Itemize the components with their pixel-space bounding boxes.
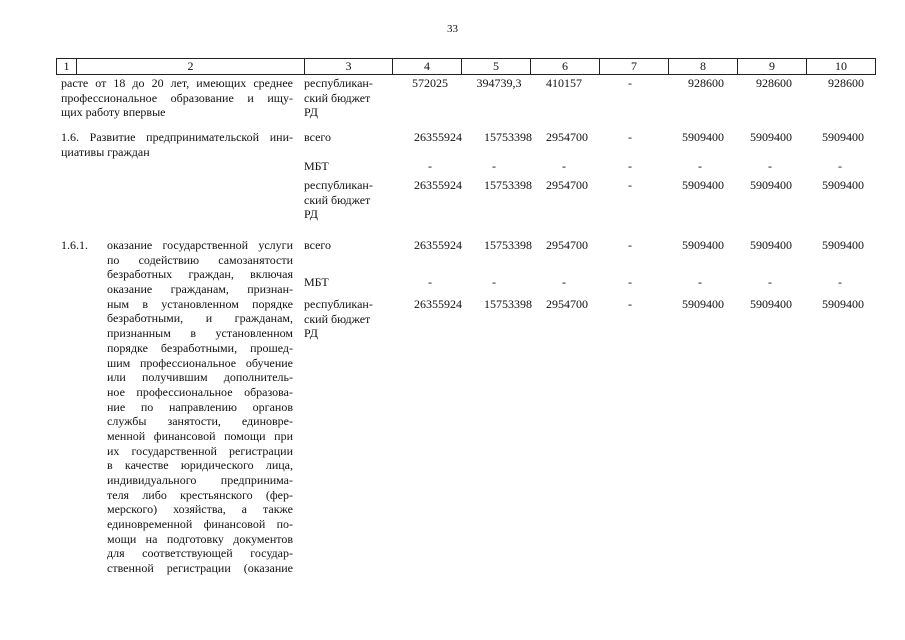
row-label-line: ное профессиональное образова-: [107, 384, 293, 399]
value-cell: 5909400: [822, 238, 864, 252]
value-cell: -: [492, 275, 496, 289]
row-label-line: 1.6. Развитие предпринимательской ини-: [61, 130, 293, 144]
funding-source-line: ский бюджет: [304, 90, 371, 105]
row-label-line: индивидуального предпринима-: [107, 473, 293, 487]
value-cell: -: [628, 178, 632, 192]
value-cell: -: [428, 275, 432, 289]
row-label: [61, 130, 293, 159]
row-label-line: ние по направлению органов: [107, 399, 293, 414]
value-cell: -: [628, 130, 632, 144]
funding-source-line: республикан-: [304, 178, 373, 192]
funding-source: МБТ: [304, 159, 329, 173]
row-label: [61, 76, 293, 120]
funding-source-line: РД: [304, 105, 318, 120]
column-number: 4: [393, 59, 462, 75]
value-cell: 572025: [412, 76, 448, 90]
row-label-line: безработных граждан, включая: [107, 267, 293, 282]
row-label-line: безработными, и гражданам,: [107, 311, 293, 326]
value-cell: 410157: [546, 76, 582, 90]
row-label-line: ным в установленном порядке: [107, 296, 293, 311]
value-cell: -: [838, 275, 842, 289]
value-cell: -: [428, 159, 432, 173]
value-cell: 5909400: [750, 238, 792, 252]
row-label-line: теля либо крестьянского (фер-: [107, 487, 293, 502]
value-cell: 26355924: [414, 238, 462, 252]
value-cell: 2954700: [546, 238, 588, 252]
column-number: 10: [807, 59, 876, 75]
column-number: 7: [600, 59, 669, 75]
row-label-line: ственной регистрации (оказание: [107, 561, 293, 576]
funding-source-line: республикан-: [304, 76, 373, 90]
value-cell: 5909400: [822, 297, 864, 311]
value-cell: -: [562, 159, 566, 173]
column-number: 6: [531, 59, 600, 75]
value-cell: -: [628, 238, 632, 252]
value-cell: 2954700: [546, 178, 588, 192]
value-cell: 5909400: [822, 130, 864, 144]
row-label-line: оказание гражданам, признан-: [107, 282, 293, 297]
funding-source-line: РД: [304, 326, 318, 341]
value-cell: -: [768, 275, 772, 289]
value-cell: -: [838, 159, 842, 173]
row-label-line: шим профессиональное обучение: [107, 355, 293, 370]
funding-source: [304, 297, 373, 341]
row-label-line: в качестве юридического лица,: [107, 458, 293, 473]
column-number: 5: [462, 59, 531, 75]
value-cell: 26355924: [414, 130, 462, 144]
value-cell: 5909400: [750, 297, 792, 311]
value-cell: 928600: [688, 76, 724, 90]
value-cell: 5909400: [682, 238, 724, 252]
funding-source: [304, 76, 373, 120]
funding-source-line: ский бюджет: [304, 192, 371, 207]
row-label-line: менной финансовой помощи при: [107, 428, 293, 443]
value-cell: 5909400: [822, 178, 864, 192]
row-label-line: оказание государственной услуги: [107, 238, 293, 252]
value-cell: 2954700: [546, 130, 588, 144]
value-cell: -: [628, 76, 632, 90]
value-cell: 15753398: [484, 178, 532, 192]
row-label-line: признанным в установленном: [107, 326, 293, 341]
column-number: 2: [77, 59, 305, 75]
value-cell: 928600: [828, 76, 864, 90]
column-number: 8: [669, 59, 738, 75]
page-number: 33: [447, 23, 458, 35]
row-label-line: мерского) хозяйства, а также: [107, 502, 293, 517]
value-cell: 2954700: [546, 297, 588, 311]
value-cell: -: [768, 159, 772, 173]
value-cell: 26355924: [414, 178, 462, 192]
value-cell: -: [698, 159, 702, 173]
row-label-line: единовременной финансовой по-: [107, 517, 293, 532]
row-label-line: по содействию самозанятости: [107, 252, 293, 267]
row-label-line: или получившим дополнитель-: [107, 370, 293, 385]
column-number: 9: [738, 59, 807, 75]
value-cell: 5909400: [682, 130, 724, 144]
row-label: [107, 238, 293, 576]
value-cell: -: [628, 297, 632, 311]
row-label-line: порядке безработными, прошед-: [107, 340, 293, 355]
row-label-line: щих работу впервые: [61, 105, 166, 120]
funding-source: МБТ: [304, 275, 329, 289]
column-number: 1: [57, 59, 77, 75]
row-label-line: профессиональное образование и ищу-: [61, 90, 293, 105]
value-cell: 5909400: [750, 130, 792, 144]
funding-source-line: РД: [304, 207, 318, 222]
funding-source: всего: [304, 130, 332, 144]
value-cell: 15753398: [484, 130, 532, 144]
value-cell: 5909400: [682, 297, 724, 311]
row-label-line: расте от 18 до 20 лет, имеющих среднее: [61, 76, 293, 90]
row-label-line: для соответствующей государ-: [107, 546, 293, 561]
value-cell: 394739,3: [476, 76, 522, 90]
value-cell: 26355924: [414, 297, 462, 311]
column-number: 3: [305, 59, 393, 75]
value-cell: -: [492, 159, 496, 173]
value-cell: 5909400: [750, 178, 792, 192]
value-cell: -: [628, 275, 632, 289]
funding-source: всего: [304, 238, 332, 252]
value-cell: 15753398: [484, 297, 532, 311]
row-label-line: их государственной регистрации: [107, 443, 293, 458]
row-label-line: службы занятости, единовре-: [107, 414, 293, 429]
funding-source-line: республикан-: [304, 297, 373, 311]
funding-source-line: ский бюджет: [304, 311, 371, 326]
row-label-line: циативы граждан: [61, 144, 150, 159]
value-cell: 928600: [756, 76, 792, 90]
row-label-line: мощи на подготовку документов: [107, 531, 293, 546]
funding-source: [304, 178, 373, 222]
row-number: 1.6.1.: [61, 238, 88, 252]
value-cell: 15753398: [484, 238, 532, 252]
value-cell: -: [628, 159, 632, 173]
value-cell: -: [698, 275, 702, 289]
value-cell: -: [562, 275, 566, 289]
column-number-header: [56, 58, 876, 75]
value-cell: 5909400: [682, 178, 724, 192]
